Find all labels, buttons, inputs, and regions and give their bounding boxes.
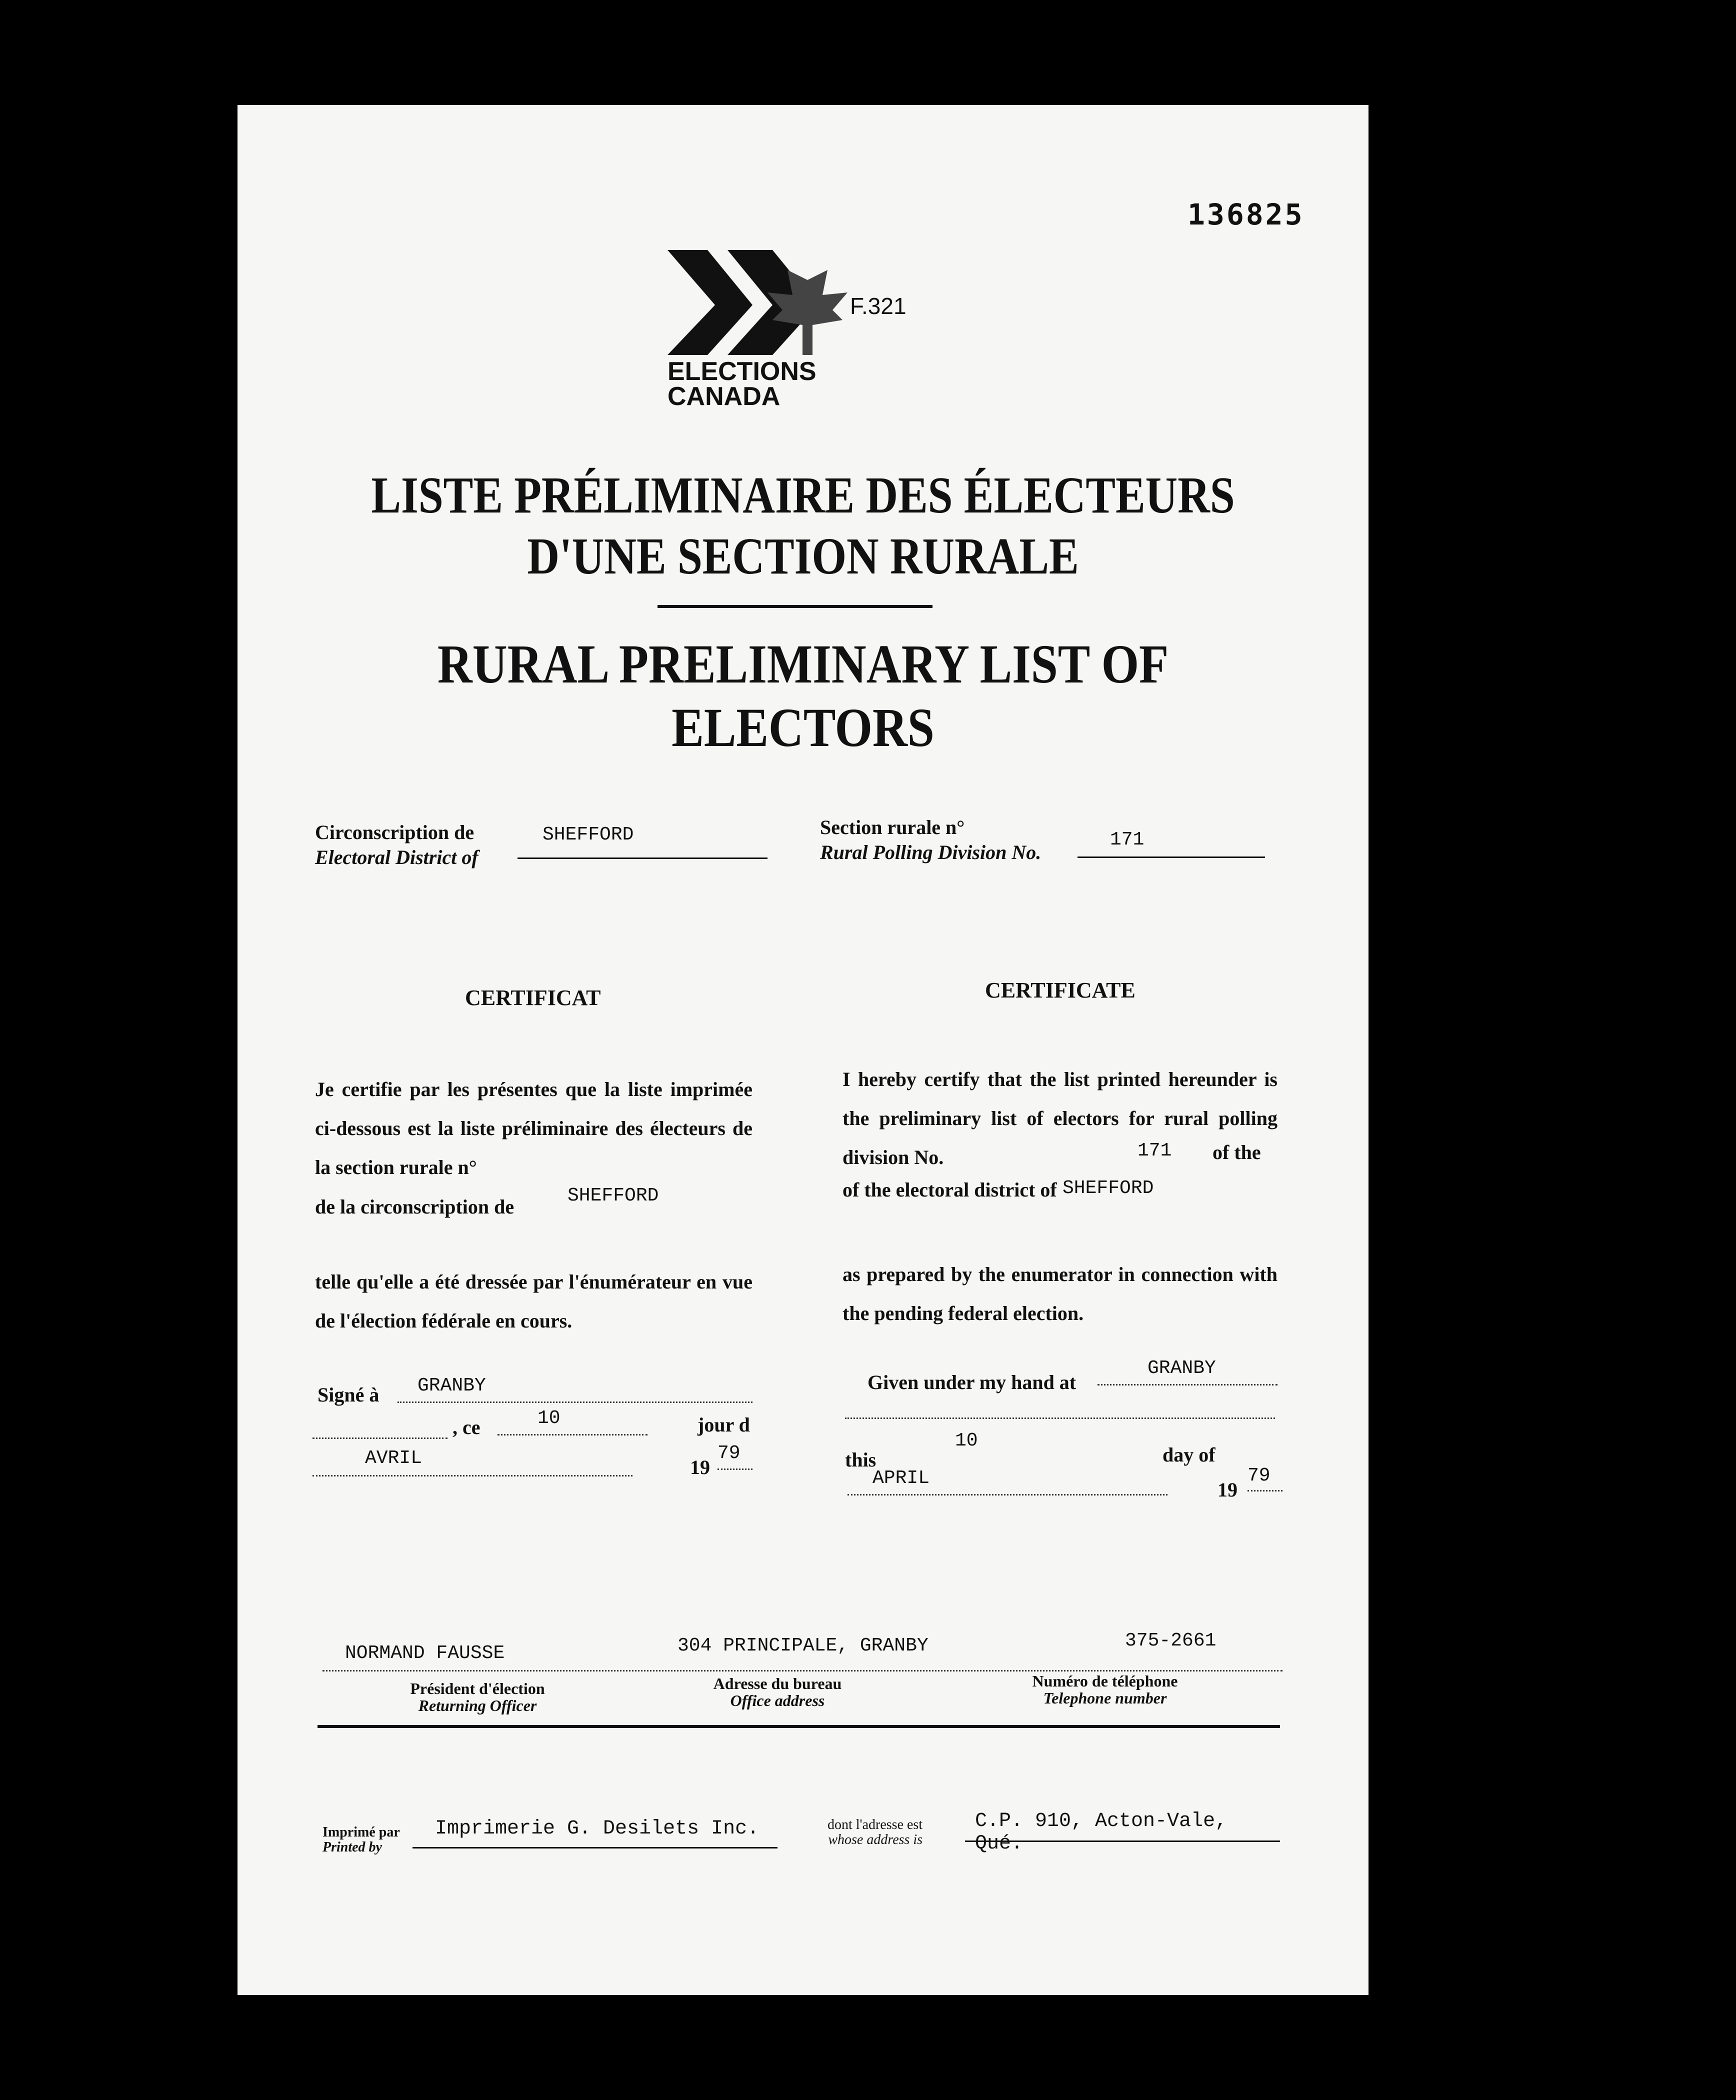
officer-phone: 375-2661 <box>1125 1630 1216 1652</box>
cert-fr-year-prefix: 19 <box>690 1456 710 1478</box>
maple-leaf-x-icon <box>668 250 868 410</box>
printer-name: Imprimerie G. Desilets Inc. <box>412 1818 778 1848</box>
printer-label-en: Printed by <box>322 1840 382 1855</box>
district-label-en: Electoral District of <box>315 846 478 868</box>
cert-fr-signed-label: Signé à <box>318 1384 380 1406</box>
logo-line1: ELECTIONS <box>668 357 816 386</box>
printer-address-label-fr: dont l'adresse est <box>828 1817 923 1832</box>
cert-en-month: APRIL <box>848 1468 1168 1496</box>
officer-signature-line <box>322 1660 1282 1672</box>
cert-fr-heading: CERTIFICAT <box>465 986 601 1010</box>
officer-phone-label-en: Telephone number <box>1043 1689 1167 1707</box>
cert-fr-month: AVRIL <box>312 1448 632 1476</box>
elections-canada-logo <box>668 250 868 410</box>
officer-address-label-fr: Adresse du bureau <box>713 1674 842 1692</box>
officer-address-label-en: Office address <box>730 1692 825 1710</box>
cert-en-place: GRANBY <box>1098 1358 1278 1386</box>
printer-address-label-en: whose address is <box>828 1832 923 1848</box>
cert-en-district: SHEFFORD <box>1062 1178 1154 1199</box>
cert-en-day: 10 <box>955 1430 978 1452</box>
cert-fr-jour-label: jour d <box>698 1414 750 1436</box>
district-label <box>315 820 478 870</box>
cert-en-year-prefix: 19 <box>1218 1478 1238 1501</box>
officer-address-label <box>678 1675 878 1709</box>
officer-phone-label <box>1005 1672 1205 1706</box>
officer-name: NORMAND FAUSSE <box>345 1642 505 1664</box>
division-label-en: Rural Polling Division No. <box>820 841 1042 864</box>
officer-phone-label-fr: Numéro de téléphone <box>1032 1672 1178 1690</box>
officer-name-label-en: Returning Officer <box>418 1696 537 1714</box>
officer-name-label <box>378 1680 578 1714</box>
form-page <box>238 105 1368 1995</box>
cert-fr-place: GRANBY <box>398 1375 752 1403</box>
cert-fr-district: SHEFFORD <box>568 1185 659 1206</box>
title-fr-line1: LISTE PRÉLIMINAIRE DES ÉLECTEURS <box>371 466 1235 524</box>
printer-label-fr: Imprimé par <box>322 1824 400 1840</box>
cert-en-year: 79 <box>1248 1465 1282 1492</box>
cert-en-text3: as prepared by the enumerator in connection with the pending federal election. <box>842 1263 1278 1324</box>
title-english: RURAL PRELIMINARY LIST OF ELECTORS <box>437 634 1169 758</box>
title-french <box>316 465 1289 587</box>
cert-fr-text2: de la circonscription de <box>315 1196 514 1218</box>
cert-en-this-label: this <box>845 1448 876 1471</box>
officer-address: 304 PRINCIPALE, GRANBY <box>678 1635 928 1656</box>
section-rule <box>318 1725 1280 1728</box>
cert-fr-blank-line <box>312 1422 448 1439</box>
division-label <box>820 815 1041 865</box>
cert-en-day-of-label: day of <box>1162 1444 1216 1466</box>
cert-en-blank-line <box>845 1402 1275 1419</box>
title-divider <box>658 605 932 608</box>
cert-en-given-label: Given under my hand at <box>868 1371 1076 1394</box>
cert-fr-year: 79 <box>718 1442 752 1470</box>
officer-name-label-fr: Président d'élection <box>410 1680 545 1698</box>
serial-number: 136825 <box>1188 198 1304 232</box>
title-fr-line2: D'UNE SECTION RURALE <box>527 528 1079 585</box>
printer-address: C.P. 910, Acton-Vale, Qué. <box>965 1810 1280 1842</box>
cert-en-text2-a: of the <box>1212 1141 1261 1164</box>
printer-label <box>322 1825 400 1855</box>
cert-fr-text1: Je certifie par les présentes que la liste imprimée ci-dessous est la liste préliminaire des électeurs de la section rurale n° <box>315 1078 752 1178</box>
form-number: F.321 <box>850 293 906 319</box>
cert-en-heading: CERTIFICATE <box>985 978 1136 1002</box>
cert-fr-ce-label: , ce <box>452 1416 480 1438</box>
cert-fr-text3: telle qu'elle a été dressée par l'énumérateur en vue de l'élection fédérale en cours. <box>315 1270 752 1332</box>
logo-line2: CANADA <box>668 382 780 411</box>
division-label-fr: Section rurale n° <box>820 816 965 838</box>
district-field: SHEFFORD <box>518 824 768 859</box>
cert-fr-day: 10 <box>498 1408 648 1436</box>
district-label-fr: Circonscription de <box>315 821 474 844</box>
cert-en-text1: I hereby certify that the list printed hereunder is the preliminary list of electors for rural polling division No. <box>842 1068 1278 1168</box>
cert-en-text2: of the electoral district of <box>842 1178 1057 1201</box>
printer-address-label <box>828 1818 922 1848</box>
cert-en-division: 171 <box>1138 1140 1172 1162</box>
division-field: 171 <box>1078 829 1265 858</box>
